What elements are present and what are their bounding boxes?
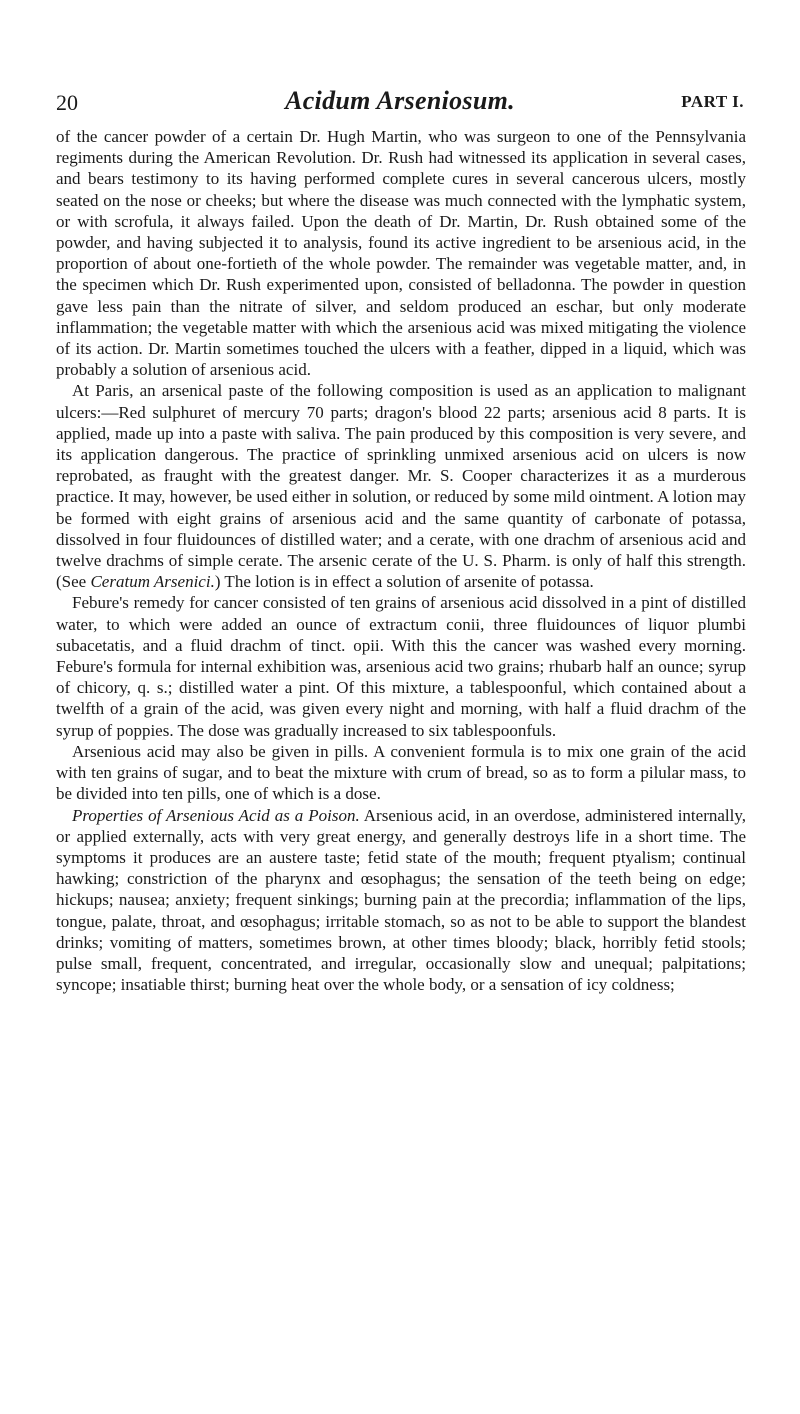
- running-title: Acidum Arseniosum.: [285, 86, 515, 115]
- paragraph-poison-properties: Properties of Arsenious Acid as a Poison. Arsenious acid, in an overdose, administered internally, or applied externally, acts with very great energy, and generally destroys life in a short time. The symptoms it produces are an austere taste; fetid state of the mouth; frequent ptyalism; continual hawking; constriction of the pharynx and œsophagus; the sensation of the teeth being on edge; hickups; nausea; anxiety; frequent sinkings; burning pain at the precordia; inflammation of the lips, tongue, palate, throat, and œsophagus; irritable stomach, so as not to be able to support the blandest drinks; vomiting of matters, sometimes brown, at other times bloody; black, horribly fetid stools; pulse small, frequent, concentrated, and irregular, occasionally slow and unequal; palpitations; syncope; insatiable thirst; burning heat over the whole body, or a sensation of icy coldness;: [56, 805, 747, 995]
- part-label: PART I.: [681, 92, 744, 111]
- cross-reference: Ceratum Arsenici.: [90, 572, 215, 592]
- page-header: [56, 86, 744, 122]
- paragraph-cancer-powder: of the cancer powder of a certain Dr. Hugh Martin, who was surgeon to one of the Pennsylvania regiments during the American Revolution. Dr. Rush had witnessed its application in several cases, and bears testimony to its having performed complete cures in several cancerous ulcers, mostly seated on the nose or cheeks; but where the disease was much connected with the lymphatic system, or with scrofula, it always failed. Upon the death of Dr. Martin, Dr. Rush obtained some of the powder, and having subjected it to analysis, found its active ingredient to be arsenious acid, in the proportion of about one-fortieth of the whole powder. The remainder was vegetable matter, and, in the specimen which Dr. Rush experimented upon, consisted of belladonna. The powder in question gave less pain than the nitrate of silver, and seldom produced an eschar, but only moderate inflammation; the vegetable matter with which the arsenious acid was mixed mitigating the violence of its action. Dr. Martin sometimes touched the ulcers with a feather, dipped in a liquid, which was probably a solution of arsenious acid.: [56, 127, 746, 380]
- body-text: [56, 126, 746, 995]
- paragraph-pills: Arsenious acid may also be given in pills. A convenient formula is to mix one grain of the acid with ten grains of sugar, and to beat the mixture with crum of bread, so as to form a pilular mass, to be divided into ten pills, one of which is a dose.: [56, 741, 746, 804]
- paragraph-arsenical-paste: At Paris, an arsenical paste of the following composition is used as an application to malignant ulcers:—Red sulphuret of mercury 70 parts; dragon's blood 22 parts; arsenious acid 8 parts. It is applied, made up into a paste with saliva. The pain produced by this composition is very severe, and its application dangerous. The practice of sprinkling unmixed arsenious acid on ulcers is now reprobated, as fraught with the greatest danger. Mr. S. Cooper characterizes it as a murderous practice. It may, however, be used either in solution, or reduced by some mild ointment. A lotion may be formed with eight grains of arsenious acid and the same quantity of carbonate of potassa, dissolved in four fluidounces of distilled water; and a cerate, with one drachm of arsenious acid and twelve drachms of simple cerate. The arsenic cerate of the U. S. Pharm. is only of half this strength. (See Ceratum Arsenici.) The lotion is in effect a solution of arsenite of potassa.: [56, 381, 746, 592]
- section-heading: Properties of Arsenious Acid as a Poison.: [72, 805, 360, 825]
- paragraph-febure-remedy: Febure's remedy for cancer consisted of ten grains of arsenious acid dissolved in a pint of distilled water, to which were added an ounce of extractum conii, three fluidounces of liquor plumbi subacetatis, and a fluid drachm of tinct. opii. With this the cancer was washed every morning. Febure's formula for internal exhibition was, arsenious acid two grains; rhubarb half an ounce; syrup of chicory, q. s.; distilled water a pint. Of this mixture, a tablespoonful, which contained about a twelfth of a grain of the acid, was given every night and morning, with half a fluid drachm of the syrup of poppies. The dose was gradually increased to six tablespoonfuls.: [56, 593, 746, 740]
- page-number: 20: [56, 90, 78, 115]
